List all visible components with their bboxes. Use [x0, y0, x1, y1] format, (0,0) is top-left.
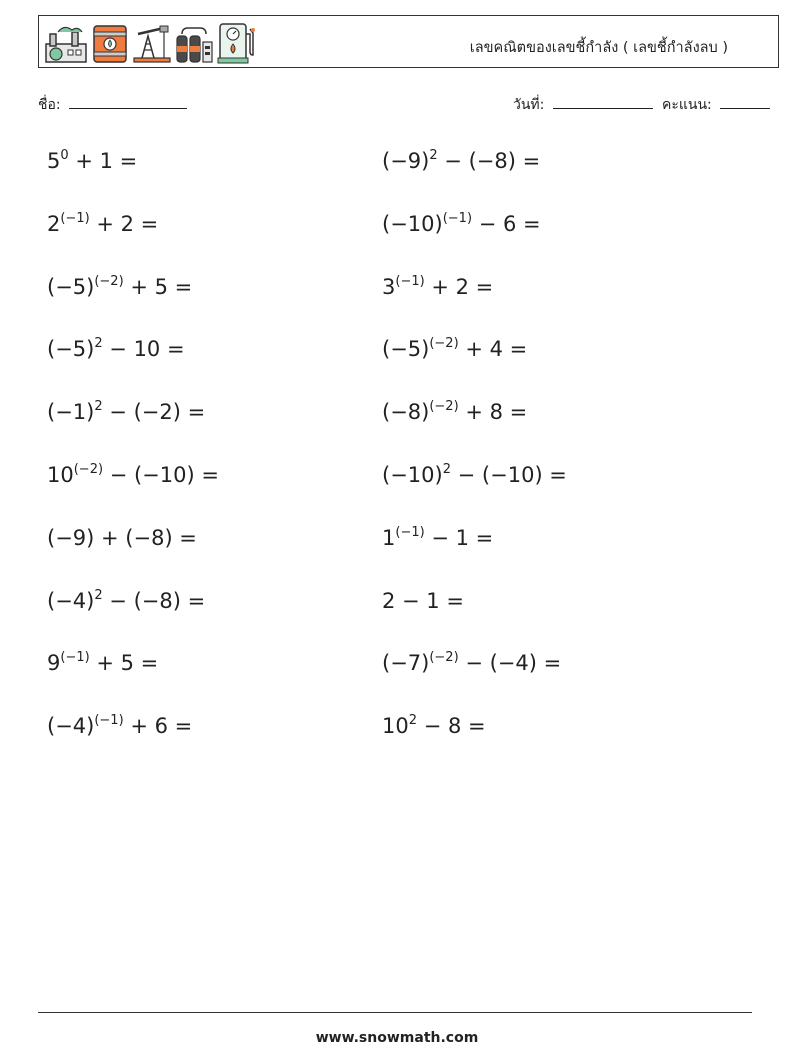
problem-base: (−9) + (−8) = — [47, 525, 197, 550]
problem-base: (−5) — [47, 337, 95, 362]
score-label: คะแนน: — [662, 97, 712, 113]
problem-exponent: (−1) — [60, 650, 90, 666]
problem-exponent: (−1) — [94, 713, 124, 729]
problem-exponent: (−2) — [429, 336, 459, 352]
problem-base: (−8) — [382, 400, 430, 425]
problem-rest: − (−2) = — [102, 400, 206, 425]
problem-base: 10 — [382, 714, 409, 739]
problem-exponent: (−2) — [94, 273, 124, 289]
problem-item — [47, 651, 158, 675]
problem-base: (−4) — [47, 588, 95, 613]
problem-item — [47, 714, 192, 738]
problem-exponent: 0 — [60, 148, 69, 163]
problem-base: 9 — [47, 651, 61, 676]
problem-base: 1 — [382, 525, 396, 550]
problem-item — [382, 337, 527, 361]
problem-item — [382, 589, 464, 613]
problem-item — [47, 212, 158, 236]
date-field — [513, 94, 653, 116]
name-label: ชื่อ: — [38, 97, 61, 113]
problem-rest: − (−4) = — [458, 651, 562, 676]
problem-rest: − 8 = — [417, 714, 486, 739]
problem-rest: − 10 = — [102, 337, 185, 362]
problem-item — [47, 400, 205, 424]
worksheet-title: เลขคณิตของเลขชี้กำลัง ( เลขชี้กำลังลบ ) — [469, 40, 728, 56]
footer-divider — [38, 1012, 752, 1013]
score-blank[interactable] — [720, 95, 770, 109]
problem-exponent: (−1) — [442, 210, 473, 226]
problem-item — [382, 463, 567, 487]
problem-item — [47, 463, 219, 487]
problem-item — [47, 526, 197, 550]
problem-exponent: (−2) — [73, 462, 104, 477]
problem-rest: + 2 = — [89, 211, 159, 236]
footer-url: www.snowmath.com — [315, 1030, 479, 1046]
problem-base: (−5) — [382, 337, 430, 362]
problem-item — [382, 275, 493, 299]
problem-base: 3 — [382, 274, 396, 299]
score-field — [662, 94, 770, 116]
problem-exponent: 2 — [442, 462, 451, 477]
date-blank[interactable] — [553, 95, 653, 109]
problem-rest: + 1 = — [68, 149, 138, 173]
problem-rest: − (−8) = — [437, 149, 541, 173]
problem-rest: − 1 = — [424, 525, 494, 550]
problem-item — [382, 400, 527, 424]
problem-exponent: (−1) — [60, 210, 90, 226]
fuel-pump-icon — [216, 20, 258, 64]
problem-exponent: (−1) — [395, 273, 425, 289]
problem-rest: − (−10) = — [450, 463, 567, 487]
problem-base: (−10) — [382, 211, 443, 236]
problem-base: 5 — [47, 149, 61, 173]
oil-barrel-icon — [90, 24, 130, 64]
problem-item — [382, 526, 493, 550]
problem-item — [47, 149, 137, 173]
problem-exponent: 2 — [94, 336, 103, 352]
problem-rest: + 5 = — [123, 274, 193, 299]
problem-base: (−4) — [47, 714, 95, 739]
problem-base: (−10) — [382, 463, 443, 487]
problem-exponent: 2 — [429, 148, 438, 163]
date-label: วันที่: — [513, 97, 545, 113]
problem-rest: + 2 = — [424, 274, 494, 299]
problem-rest: − 6 = — [472, 211, 541, 236]
problem-item — [47, 589, 205, 613]
problem-item — [382, 651, 561, 675]
gas-tanks-icon — [174, 24, 214, 64]
problem-base: (−9) — [382, 149, 430, 173]
problem-item — [47, 337, 185, 361]
problem-item — [382, 149, 540, 173]
name-field — [38, 94, 187, 116]
oil-pump-icon — [132, 24, 172, 64]
worksheet-header — [38, 15, 779, 68]
problem-item — [382, 212, 541, 236]
problem-exponent: (−2) — [429, 399, 459, 415]
name-blank[interactable] — [69, 95, 187, 109]
problem-base: 2 — [47, 211, 61, 236]
problem-exponent: (−1) — [395, 524, 425, 540]
header-icons — [44, 20, 258, 64]
problem-rest: − (−8) = — [102, 588, 206, 613]
problem-base: (−1) — [47, 400, 95, 425]
problem-base: 10 — [47, 463, 74, 487]
problem-rest: + 8 = — [458, 400, 528, 425]
problem-rest: + 5 = — [89, 651, 159, 676]
problem-base: 2 − 1 = — [382, 588, 464, 613]
problem-item — [47, 275, 192, 299]
problem-base: (−7) — [382, 651, 430, 676]
problem-exponent: (−2) — [429, 650, 459, 666]
factory-icon — [44, 24, 88, 64]
problem-base: (−5) — [47, 274, 95, 299]
problem-exponent: 2 — [408, 713, 418, 729]
problem-rest: + 6 = — [123, 714, 193, 739]
problem-exponent: 2 — [94, 587, 103, 603]
problem-rest: + 4 = — [458, 337, 528, 362]
problem-exponent: 2 — [94, 399, 103, 415]
problem-item — [382, 714, 486, 738]
problem-rest: − (−10) = — [103, 463, 219, 487]
